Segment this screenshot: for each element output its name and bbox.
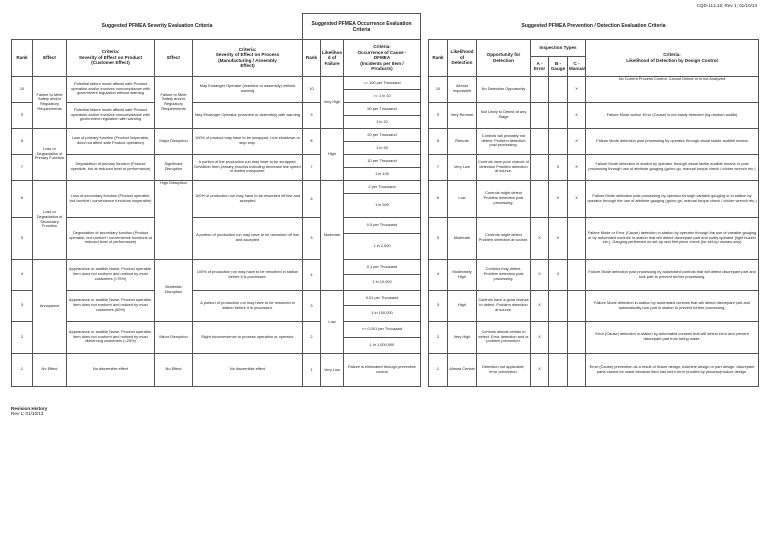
detection-rank: 10: [429, 76, 448, 102]
detection-opportunity-header: Opportunity for Detection: [477, 39, 531, 76]
process-criteria: A portion of production run may have to be reworked off line and accepted: [193, 217, 303, 259]
customer-criteria: Potential failure mode affects safe Product operation and/or involves noncompliance with government regulation with warning: [67, 102, 155, 128]
severity-rank: 7: [12, 154, 33, 180]
occurrence-per-thousand: >= 100 per Thousand: [344, 77, 421, 90]
process-effect-high: High Disruption: [155, 180, 193, 259]
occurrence-per-thousand: 10 per Thousand: [344, 155, 421, 168]
severity-process-criteria-header: Criteria: Severity of Effect on Process (Manufacturing / Assembly Effect): [193, 39, 303, 76]
inspection-c-mark: X: [568, 76, 586, 102]
detection-criteria-header: Criteria: Likelihood of Detection by Design Control: [586, 39, 759, 76]
detection-criteria: No Current Process Control; Cannot Detect or is not Analyzed: [586, 76, 759, 102]
inspection-b-mark: [549, 353, 568, 386]
detection-opportunity: Controls almost certain to detect. Error detection and or problem prevention.: [477, 321, 531, 353]
revision-history: [11, 406, 47, 416]
inspection-c-header: C - Manual: [568, 56, 586, 76]
severity-customer-criteria-header: Criteria: Severity of Effect on Product (Customer Effect): [67, 39, 155, 76]
occurrence-ratio: 1 in 1,000,000: [344, 338, 421, 354]
inspection-c-mark: X: [568, 128, 586, 154]
severity-rank: 8: [12, 128, 33, 154]
detection-likelihood: High: [448, 290, 477, 321]
inspection-a-mark: X: [531, 321, 549, 353]
occurrence-per-thousand: 20 per Thousand: [344, 129, 421, 142]
occurrence-rank: 7: [303, 155, 321, 181]
inspection-a-mark: [531, 102, 549, 128]
likelihood-very-low: Very Low: [321, 354, 344, 387]
inspection-b-mark: [549, 321, 568, 353]
detection-opportunity: Controls may detect. Problem detection post processing.: [477, 259, 531, 290]
occurrence-ratio: 1 in 2,000: [344, 234, 421, 260]
occurrence-per-thousand: <= 0.001 per Thousand: [344, 322, 421, 338]
detection-opportunity: Controls have a good chance to detect. Problem detection at source.: [477, 290, 531, 321]
inspection-c-mark: [568, 321, 586, 353]
occurrence-ratio: >= 1 in 10: [344, 90, 421, 103]
severity-rank: 4: [12, 259, 33, 290]
detection-opportunity: Not Likely to Detect at any Stage: [477, 102, 531, 128]
customer-criteria: Appearance or audible Noise, Product operable, item does not conform and noticed by most discerning customers (<25%): [67, 321, 155, 353]
inspection-a-mark: X: [531, 259, 549, 290]
detection-opportunity: No Detection Opportunity: [477, 76, 531, 102]
likelihood-moderate: Moderate: [321, 181, 344, 291]
customer-criteria: Loss of primary function (Product inoperable, does not affect safe Product operation): [67, 128, 155, 154]
detection-rank: 8: [429, 128, 448, 154]
detection-likelihood: Moderately High: [448, 259, 477, 290]
process-effect-significant: Significant Disruption: [155, 154, 193, 180]
detection-criteria: Failure Mode detection post processing by operator through visual tactile audible means: [586, 128, 759, 154]
severity-rank: 10: [12, 76, 33, 102]
customer-criteria: Degradation of secondary function (Product operable, but comfort / convenience functions at reduced level of performance): [67, 217, 155, 259]
process-criteria: Slight inconvenience to process operation or operator.: [193, 321, 303, 353]
detection-criteria: Failure Mode and/or Error (Cause) is not easily detected (eg random audits): [586, 102, 759, 128]
inspection-a-mark: X: [531, 290, 549, 321]
inspection-a-mark: [531, 180, 549, 217]
occurrence-per-thousand: 0.5 per Thousand: [344, 218, 421, 234]
severity-rank-header: Rank: [12, 39, 33, 76]
detection-opportunity: Detection not applicable, error prevention.: [477, 353, 531, 386]
detection-likelihood: Very High: [448, 321, 477, 353]
inspection-b-mark: [549, 290, 568, 321]
inspection-c-mark: [568, 353, 586, 386]
detection-rank: 5: [429, 217, 448, 259]
inspection-b-mark: [549, 102, 568, 128]
occurrence-ratio: 1 in 10,000: [344, 275, 421, 291]
inspection-b-mark: X: [549, 154, 568, 180]
inspection-c-mark: X: [568, 180, 586, 217]
detection-likelihood-header: Likelihood of Detection: [448, 39, 477, 76]
detection-criteria: Failure Mode detection post processing by operator through variable gauging or in-station by operator through the use of attribute gauging (go/no go, manual torque check / clicker wrench etc.): [586, 180, 759, 217]
process-criteria: May Endanger Operator (machine or assembly) with warning: [193, 102, 303, 128]
detection-opportunity: Controls might detect Problem detection at source.: [477, 217, 531, 259]
detection-likelihood: Very Low: [448, 154, 477, 180]
process-criteria: 100% of production run may have to be reworked off line and accepted: [193, 180, 303, 217]
occurrence-ratio: 1 in 500: [344, 194, 421, 218]
inspection-a-header: A - Error: [531, 56, 549, 76]
process-criteria: 100% of production run may have to be reworked in station before it is processed.: [193, 259, 303, 290]
occurrence-rank: 9: [303, 103, 321, 129]
detection-likelihood: Almost Certain: [448, 353, 477, 386]
likelihood-high: High: [321, 129, 344, 181]
process-criteria: 100% of product may have to be scrapped. Line shutdown or stop ship.: [193, 128, 303, 154]
severity-rank: 2: [12, 321, 33, 353]
inspection-c-mark: X: [568, 102, 586, 128]
detection-criteria: Failure Mode or Error (Cause) detection in-station by operator through the use of variable gauging or by automated controls in-station that will detect discrepant part and notify operator (light buzzer etc.). Gauging performed on set-up and first piece check (for set-up causes only): [586, 217, 759, 259]
detection-likelihood: Almost Impossible: [448, 76, 477, 102]
inspection-c-mark: [568, 290, 586, 321]
detection-opportunity: Controls might detect Problem detection post processing.: [477, 180, 531, 217]
occurrence-rank: 2: [303, 322, 321, 354]
detection-criteria: Error (Cause) prevention as a result of fixture design, machine design or part design. discrepant parts cannot be made because item has been error proofed by process/product design.: [586, 353, 759, 386]
detection-table: [428, 13, 759, 387]
inspection-types-header: Inspection Types: [531, 39, 586, 56]
severity-rank: 9: [12, 102, 33, 128]
process-effect-minor: Minor Disruption: [155, 321, 193, 353]
occurrence-table: [302, 13, 421, 387]
severity-process-effect-header: Effect: [155, 39, 193, 76]
customer-criteria: No discernible effect: [67, 353, 155, 386]
severity-effect-header: Effect: [33, 39, 67, 76]
detection-rank: 6: [429, 180, 448, 217]
occurrence-title: Suggested PFMEA Occurrence Evaluation Criteria: [303, 14, 421, 40]
inspection-c-mark: [568, 259, 586, 290]
process-criteria: A portion of production run may have to be reworked in station before it is processed.: [193, 290, 303, 321]
occurrence-likelihood-header: Likelihoo d of Failure: [321, 40, 344, 77]
effect-group-none: No Effect: [33, 353, 67, 386]
likelihood-low: Low: [321, 291, 344, 354]
inspection-b-mark: X: [549, 217, 568, 259]
inspection-a-mark: X: [531, 353, 549, 386]
effect-group-secondary: Loss or Degradation of Secondary Function: [33, 180, 67, 259]
inspection-b-mark: [549, 76, 568, 102]
occurrence-rank: 3: [303, 291, 321, 322]
occurrence-rank: 1: [303, 354, 321, 387]
occurrence-per-thousand: 0.1 per Thousand: [344, 260, 421, 275]
inspection-a-mark: [531, 154, 549, 180]
effect-group-primary: Loss or Degradation of Primary Function: [33, 128, 67, 180]
detection-rank: 9: [429, 102, 448, 128]
detection-rank: 7: [429, 154, 448, 180]
occurrence-ratio: 1 in 20: [344, 116, 421, 129]
severity-rank: 1: [12, 353, 33, 386]
severity-table: [11, 13, 303, 387]
detection-likelihood: Low: [448, 180, 477, 217]
severity-rank: 5: [12, 217, 33, 259]
detection-rank: 4: [429, 259, 448, 290]
detection-rank: 2: [429, 321, 448, 353]
detection-rank: 3: [429, 290, 448, 321]
detection-rank: 1: [429, 353, 448, 386]
occurrence-per-thousand: 50 per Thousand: [344, 103, 421, 116]
customer-criteria: Degradation of primary function (Product operable, but at reduced level of performance): [67, 154, 155, 180]
detection-likelihood: Very Remote: [448, 102, 477, 128]
inspection-b-mark: X: [549, 259, 568, 290]
process-effect-safety: Failure to Meet Safety and/or Regulatory Requirements: [155, 76, 193, 128]
customer-criteria: Appearance or audible Noise, Product operable, item does not conform and noticed by most customers (>75%): [67, 259, 155, 290]
inspection-b-mark: [549, 128, 568, 154]
customer-criteria: Loss of secondary function (Product operable, but comfort / convenience functions inoperable): [67, 180, 155, 217]
occurrence-ratio: 1 in 50: [344, 142, 421, 155]
detection-likelihood: Moderate: [448, 217, 477, 259]
detection-likelihood: Remote: [448, 128, 477, 154]
occurrence-rank: 5: [303, 218, 321, 260]
detection-criteria: Failure Mode detection in-station by operator through visual tactile audible means or post processing through use of attribute gauging (go/no go, manual torque check / clicker wrench etc.): [586, 154, 759, 180]
occurrence-criteria-header: Criteria: Occurrence of Cause - DFMEA (Incidents per Item / Products): [344, 40, 421, 77]
occurrence-ratio: 1 in 100: [344, 168, 421, 181]
occurrence-rank: 4: [303, 260, 321, 291]
document-reference: CQD-113.15; Rev 1; 01/10/13: [696, 3, 757, 8]
occurrence-rank: 8: [303, 129, 321, 155]
detection-opportunity: Controls have poor chance of detection Problem detection at source.: [477, 154, 531, 180]
likelihood-very-high: Very High: [321, 77, 344, 129]
occurrence-eliminated: Failure is eliminated through preventive control: [344, 354, 421, 387]
customer-criteria: Appearance or audible Noise, Product operable, item does not conform and noticed by most customers (50%): [67, 290, 155, 321]
detection-opportunity: Controls will probably not detect. Problem detection post processing.: [477, 128, 531, 154]
detection-title: Suggested PFMEA Prevention / Detection Evaluation Criteria: [521, 22, 666, 29]
inspection-c-mark: X: [568, 154, 586, 180]
customer-criteria: Potential failure mode affects safe Product operation and/or involves noncompliance with government regulation without warning: [67, 76, 155, 102]
occurrence-ratio: 1 in 100,000: [344, 306, 421, 322]
inspection-a-mark: [531, 128, 549, 154]
revision-entry: Rev 1; 01/10/13: [11, 411, 44, 416]
occurrence-per-thousand: 2 per Thousand: [344, 181, 421, 194]
process-effect-none: No Effect: [155, 353, 193, 386]
occurrence-rank: 6: [303, 181, 321, 218]
inspection-b-header: B - Gauge: [549, 56, 568, 76]
occurrence-rank: 10: [303, 77, 321, 103]
process-criteria: No discernible effect: [193, 353, 303, 386]
inspection-c-mark: [568, 217, 586, 259]
process-effect-major: Major Disruption: [155, 128, 193, 154]
inspection-a-mark: [531, 76, 549, 102]
severity-rank: 6: [12, 180, 33, 217]
detection-criteria: Failure Mode detection post processing by automated controls that will detect discrepant part and lock part to prevent further processing.: [586, 259, 759, 290]
effect-group-safety: Failure to Meet Safety and/or Regulatory Requirements: [33, 76, 67, 128]
process-effect-moderate: Moderate Disruption: [155, 259, 193, 321]
process-criteria: A portion of the production run may have to be scrapped. Deviation from primary process including decrease line speed or added manpower.: [193, 154, 303, 180]
occurrence-rank-header: Rank: [303, 40, 321, 77]
process-criteria: May Endanger Operator (machine or assembly) without warning: [193, 76, 303, 102]
severity-rank: 3: [12, 290, 33, 321]
severity-title: Suggested PFMEA Severity Evaluation Criteria: [101, 22, 213, 29]
detection-criteria: Failure Mode detection in-station by automated controls that will detect discrepant part and automatically lock part in station to prevent further processing.: [586, 290, 759, 321]
effect-group-annoyance: Annoyance: [33, 259, 67, 353]
revision-history-heading: Revision History: [11, 406, 48, 411]
detection-criteria: Error (Cause) detection in-station by automated controls that will detect error and prevent discrepant part from being made.: [586, 321, 759, 353]
inspection-b-mark: X: [549, 180, 568, 217]
inspection-a-mark: X: [531, 217, 549, 259]
occurrence-per-thousand: 0.01 per Thousand: [344, 291, 421, 306]
detection-rank-header: Rank: [429, 39, 448, 76]
